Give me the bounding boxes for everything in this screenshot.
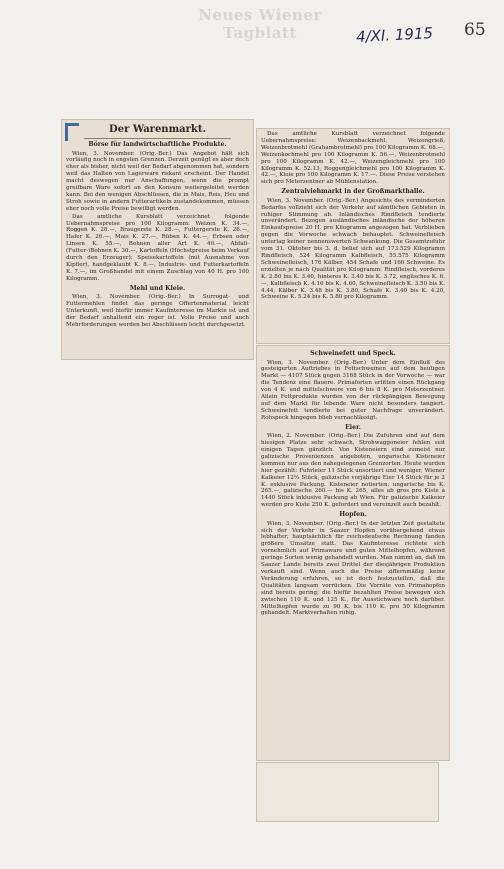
paragraph: Wien, 3. November. (Orig.-Ber.) Angesichts des verminderten Bedarfes vollzieht sich der Verkehr auf sämtlichen Gebieten in ruhiger Stimmung ab. Inländisches Rindfleisch tendierte unverändert. Bezogen ausländisches inländische der höheren Einkaufspreise 20 H. pro Kilogramm angezogen hat. Verblieben gegen die Vorwoche schwach behauptet. Schweinefleisch unterlag keiner nennenswerten Schwankung. Die Gesamtzufuhr vom 31. Oktober bis 3. d. belief sich auf 173.529 Kilogramm Rindfleisch, 524 Kilogramm Kalbfleisch, 55.575 Kilogramm Schweinefleisch, 176 Kälber, 454 Schafe und 166 Schweine. Es erzielten je nach Qualität pro Kilogramm: Rindfleisch, vorderes K. 2.80 bis K. 3.40, hinteres K. 3.40 bis K. 3.72, englisches K. 6.—, Kalbfleisch K. 4.16 bis K. 4.60, Schweinefleisch K. 3.50 bis K. 4.44, Kälber K. 3.48 bis K. 3.80, Schafe K. 3.40 bis K. 4.20, Schweine K. 5.24 bis K. 5.80 pro Kilogramm. <box>261 197 445 301</box>
paragraph: Wien, 3. November. (Orig.-Ber.) In Surrogat- und Futtermehlen findet das geringe Offertenmaterial leicht Unterkunft, weil hiefür immer Kaufinteresse im Markte ist und der Bedarf anhaltend ein reger ist. Volle Preise und auch Mehrforderungen werden bei Abschlüssen leicht durchgesetzt. <box>66 294 249 328</box>
handwritten-date: 4/XI. 1915 <box>355 23 434 47</box>
paragraph: Wien, 3. November. (Orig.-Ber.) In der letzten Zeit gestaltete sich der Verkehr in Saazer Hopfen vorübergehend etwas lebhafter; hauptsächlich für reichsdeutsche Rechnung fanden größere Umsätze statt. Das Kaufinteresse richtete sich vornehmlich auf Primaware und guten Mittelhopfen, während geringe Sorten wenig gehandelt wurden. Man nimmt an, daß im Saazer Lande bereits zwei Drittel der diesjährigen Produktion verkauft sind. Wenn auch die Preise ziffernmäßig keine Veränderung erfuhren, so ist doch festzustellen, daß die Qualitäten langsam vorrücken. Die Vorräte von Primahopfen sind bereits gering; die hiefür bezahlten Preise bewegen sich zwischen 110 K. und 125 K., für Ausstichware noch darüber. Mittelhopfen wurde zu 90 K. bis 110 K. pro 50 Kilogramm gehandelt. Marktverhalten ruhig. <box>261 520 445 617</box>
section-heading: Börse für landwirtschaftliche Produkte. <box>88 141 227 148</box>
paragraph: Das amtliche Kursblatt verzeichnet folgende Uebernahmspreise: Weizenbackmehl, Weizengrieß, Weizenbrotmehl (Grahambrotmehl) pro 100 Kilogramm K. 68.—, Weizenkochmehl pro 100 Kilogramm K. 56.—, Weizenbrotmehl pro 100 Kilogramm K. 42.—, Weizengleichmehl pro 100 Kilogramm K. 52.13, Roggengleichmehl pro 100 Kilogramm K. 42.—, Kleie pro 100 Kilogramm K. 17.—. Diese Preise verstehen sich pro Meterzentner ab Mühlenstation. <box>261 131 445 186</box>
section-heading: Schweinefett und Speck. <box>310 350 396 357</box>
blank-clipping-tail <box>256 762 439 822</box>
paragraph: Wien, 3. November. (Orig.-Ber.) Unter dem Einfluß des gesteigerten Auftriebes in Fettschweinen auf dem heutigen Markt — 4107 Stück gegen 3168 Stück in der Vorwoche — war die Tendenz eine flauere. Primaforten erlitten einen Rückgang von 4 K. und mittelschwere von 6 bis 8 K. pro Meterzentner. Allein Fettprodukte wurden von der rückgängigen Bewegung auf dem Markt für lebende Ware nicht besonders tangiert. Schweinefett tendierte bei guter Nachfrage unverändert. Rohspeck hingegen blieb vernachlässigt. <box>261 359 445 421</box>
article-title: Der Warenmarkt. <box>109 124 206 135</box>
paragraph: Wien, 2. November. (Orig.-Ber.) Die Zufuhren sind auf dem hiesigen Platze sehr schwach, Strohwaggoneier fehlen seit einigen Tagen gänzlich. Von Kisteneiern sind zumeist nur galizische Provenienzen angeboten, ungarische Kisteneier kommen nur aus den nahegelegenen Grenzorten. Heute wurden hier gezählt: Fuhrleier 11 Stück unsortiert und weniger, Wiener Kalkeier 12½ Stück, galizische vorjährige Eier 14 Stück für je 2 K. exklusive Packung. Kisteneier notierten: ungarische bis K. 265.—, galizische 260.— bis K. 265, alles ab gros pro Kiste à 1440 Stück inklusive Packung ab Wien. Für galizische Kalkeier werden pro Kiste 250 K. gefordert und vereinzelt auch bezahlt. <box>261 433 445 509</box>
clipping-warenmarkt <box>61 119 254 360</box>
section-heading: Eier. <box>345 423 361 431</box>
section-heading: Mehl und Kleie. <box>129 284 186 292</box>
divider <box>84 138 231 139</box>
clipping-viehmarkt <box>256 128 450 344</box>
page-number: 65 <box>464 20 486 40</box>
paragraph: Wien, 3. November. (Orig.-Ber.) Das Angebot hält sich vorläufig noch in engsten Grenzen. Derzeit genügt es aber doch eher als bisher, nicht weil der Bedarf abgenommen hat, sondern weil das Halten von Lagerware riskant erscheint. Der Handel macht deswegen nur Anschaffungen, wenn die prompt greifbare Ware sofort an den Konsum weitergeleitet werden kann. Bei den wenigen Abschlüssen, die in Mais, Reis, Heu und Stroh sowie in andern Futterartikeln zustandekommen, müssen eher noch volle Preise bewilligt werden. <box>66 150 249 212</box>
blue-pencil-mark <box>65 123 79 126</box>
clipping-fett-eier-hopfen <box>256 345 450 761</box>
section-heading: Hopfen. <box>339 511 367 519</box>
section-heading: Zentralviehmarkt in der Großmarkthalle. <box>281 188 425 196</box>
paragraph: Das amtliche Kursblatt verzeichnet folgende Uebernahmspreise pro 100 Kilogramm: Weizen K. 34.—, Roggen K. 28.—, Braugerste K. 28.—, Futtergerste K. 26.—, Hafer K. 26.—, Mais K. 27.—, Rüben K. 44.—, Erbsen oder Linsen K. 55.—, Bohnen aller Art K. 40.—, Abfall-(Futter-)Bohnen K. 30.—, Kartoffeln (Höchstpreise beim Verkauf durch den Erzeuger): Speisekartoffeln (mit Ausnahme von Kipfler), handgeklaubt K. 8.—, Industrie- und Futterkartoffeln K. 7.—, im Großhandel mit einem Zuschlag von 40 H. pro 100 Kilogramm. <box>66 213 249 282</box>
newspaper-masthead: Neues Wiener Tagblatt <box>198 6 322 42</box>
